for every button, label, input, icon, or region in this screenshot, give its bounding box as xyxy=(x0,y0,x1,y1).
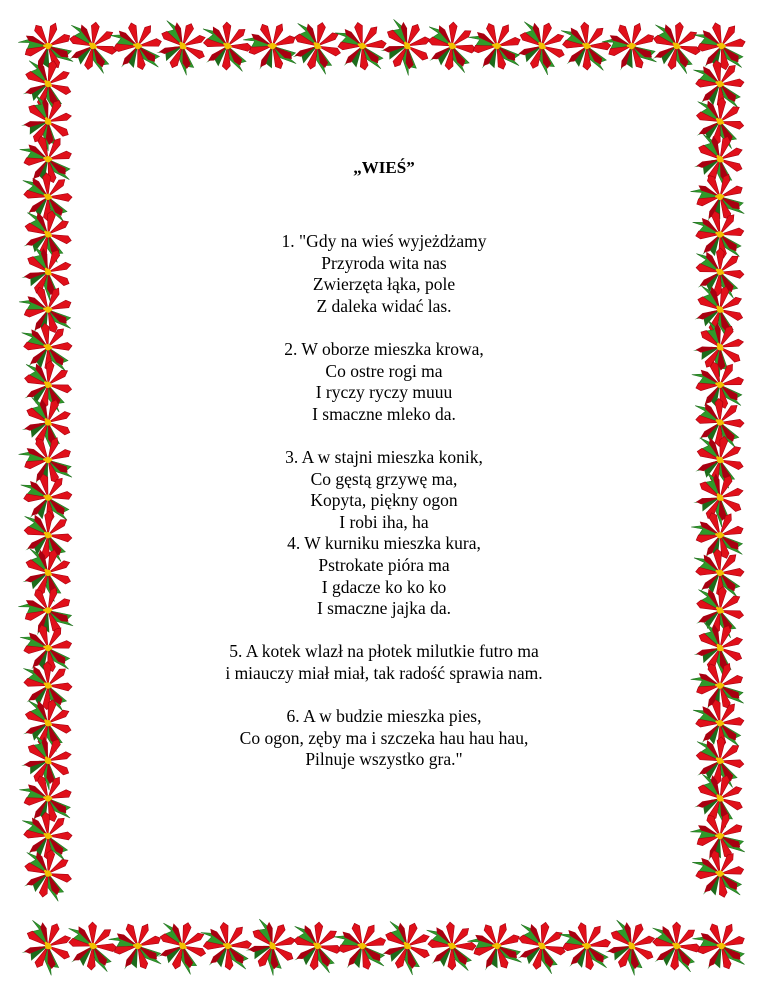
poinsettia-flower-icon xyxy=(653,922,701,972)
poinsettia-flower-icon xyxy=(690,915,754,980)
poinsettia-flower-icon xyxy=(692,17,751,78)
poinsettia-flower-icon xyxy=(292,920,343,973)
poem-body xyxy=(0,231,768,771)
poinsettia-flower-icon xyxy=(693,57,748,114)
poinsettia-flower-icon xyxy=(68,922,117,973)
poem-line: 2. W oborze mieszka krowa, xyxy=(284,338,484,359)
poinsettia-flower-icon xyxy=(374,14,439,80)
poinsettia-flower-icon xyxy=(18,55,77,115)
poem-title: „WIEŚ” xyxy=(353,158,415,177)
poinsettia-flower-icon xyxy=(108,16,168,77)
stanza-5 xyxy=(0,641,768,684)
poinsettia-flower-icon xyxy=(649,19,703,75)
poem-line: 3. A w stajni mieszka konik, xyxy=(285,446,483,467)
poinsettia-flower-icon xyxy=(21,846,75,902)
poem-line: 1. "Gdy na wieś wyjeżdżamy xyxy=(281,231,487,251)
poinsettia-flower-icon xyxy=(241,14,306,80)
poinsettia-flower-icon xyxy=(22,810,75,865)
poinsettia-flower-icon xyxy=(376,916,437,978)
poinsettia-flower-icon xyxy=(599,13,665,80)
poinsettia-flower-icon xyxy=(687,803,753,870)
poinsettia-flower-icon xyxy=(239,914,304,980)
poem-line: Co ostre rogi ma xyxy=(325,360,443,381)
poinsettia-flower-icon xyxy=(106,914,170,979)
poinsettia-flower-icon xyxy=(66,19,120,74)
poem-line: I gdacze ko ko ko xyxy=(321,576,447,597)
poem-line: I smaczne jajka da. xyxy=(316,598,452,619)
poem-line: I robi iha, ha xyxy=(339,511,429,532)
stanza-1 xyxy=(0,231,768,317)
poem-line: 4. W kurniku mieszka kura, xyxy=(287,533,481,554)
poinsettia-flower-icon xyxy=(22,171,73,224)
poinsettia-flower-icon xyxy=(511,16,572,78)
poinsettia-flower-icon xyxy=(427,21,478,73)
poinsettia-flower-icon xyxy=(15,89,81,156)
poinsettia-flower-icon xyxy=(332,915,394,978)
poem-line: 5. A kotek wlazł na płotek milutkie futro ma xyxy=(229,641,539,662)
poinsettia-flower-icon xyxy=(151,15,214,79)
poinsettia-flower-icon xyxy=(200,918,256,976)
poem-line: Co ogon, zęby ma i szczeka hau hau hau, xyxy=(239,727,529,748)
poinsettia-flower-icon xyxy=(465,914,531,981)
poinsettia-flower-icon xyxy=(558,917,617,977)
poem-line: Kopyta, piękny ogon xyxy=(310,490,458,511)
poinsettia-flower-icon xyxy=(689,768,750,830)
poinsettia-flower-icon xyxy=(694,96,746,150)
poem-line: Zwierzęta łąka, pole xyxy=(312,274,456,295)
poinsettia-flower-icon xyxy=(334,18,391,76)
poem-line: Co gęstą grzywę ma, xyxy=(310,468,458,489)
poem-line: Pstrokate pióra ma xyxy=(318,554,450,575)
stanza-6 xyxy=(0,706,768,771)
poem-line: 6. A w budzie mieszka pies, xyxy=(286,706,482,727)
poinsettia-flower-icon xyxy=(514,919,569,976)
poinsettia-flower-icon xyxy=(289,18,346,77)
poinsettia-flower-icon xyxy=(560,20,613,75)
poinsettia-flower-icon xyxy=(203,21,253,73)
poinsettia-flower-icon xyxy=(466,15,528,78)
poinsettia-flower-icon xyxy=(16,915,79,979)
poinsettia-flower-icon xyxy=(17,768,79,831)
poem-line: Pilnuje wszystko gra." xyxy=(305,749,463,770)
stanza-3 xyxy=(0,447,768,533)
poem-line: I ryczy ryczy muuu xyxy=(315,382,453,403)
poem-line: Przyroda wita nas xyxy=(321,252,447,273)
poinsettia-flower-icon xyxy=(153,917,211,977)
poem-line: I smaczne mleko da. xyxy=(312,403,456,424)
poinsettia-flower-icon xyxy=(15,13,82,80)
poinsettia-flower-icon xyxy=(599,915,663,980)
poem-line: i miauczy miał miał, tak radość sprawia nam. xyxy=(225,662,543,683)
poem-line: Z daleka widać las. xyxy=(316,295,452,316)
stanza-2 xyxy=(0,339,768,425)
poinsettia-flower-icon xyxy=(691,844,750,905)
poinsettia-flower-icon xyxy=(426,920,478,974)
stanza-4 xyxy=(0,533,768,619)
